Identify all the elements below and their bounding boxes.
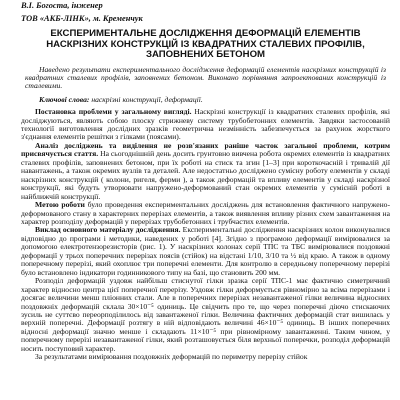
abstract: Наведено результати експериментального дослідження деформацій елементів наскрізних конструкцій із квадратних сталевих профілів, заповнених бетоном. Виконано порівняння запроектованих конструкцій із сталевими. <box>25 64 386 91</box>
body-paragraph-distribution <box>21 277 390 353</box>
body-paragraph-problem <box>21 108 390 142</box>
keywords-label: Ключові слова: <box>39 94 90 104</box>
paper-title: ЕКСПЕРИМЕНТАЛЬНЕ ДОСЛІДЖЕННЯ ДЕФОРМАЦІЙ ЕЛЕМЕНТІВ НАСКРІЗНИХ КОНСТРУКЦІЙ ІЗ КВАДРАТНИХ СТАЛЕВИХ ПРОФІЛІВ, ЗАПОВНЕНИХ БЕТОНОМ <box>46 28 365 60</box>
body-paragraph-analysis <box>21 142 390 201</box>
body-paragraph-results <box>21 353 390 361</box>
paragraph-heading: Постановка проблеми у загальному вигляді. <box>35 107 192 117</box>
body-paragraph-goal <box>21 201 390 226</box>
keywords-line <box>39 96 390 104</box>
paragraph-text: За результатами вимірювання поздовжніх деформацій по периметру перерізу стійок <box>35 352 308 362</box>
affiliation-line: ТОВ «АКБ-ЛІНК», м. Кременчук <box>21 14 143 23</box>
paragraph-text: Розподіл деформацій уздовж найбільш стиснутої гілки зразка серії ТПС-1 має фактично симетричний характер відносно центра цієї поперечної перерізу. Уздовж гілки деформується рівномірно за всіма перерізами і досягає величини менш пліонних стали. Але в поперечних перерізах незавантаженої гілки величина відносних поздовжніх деформацій склала 30×10⁻⁵ одиниць. Це свідчить про те, що через поперечні діючо стискаючих зусиль не суттєво переорподілилось від завантаженої гілки. Величина фактичних деформацій стат вишилась у верхній поперечні. Деформації розтягу в ній відповідають величині 46×10⁻⁵ одиниць. В інших поперечних відносні деформації значно менше і складають 11×10⁻⁵ при рівномірному завантаженні. Таким чином, у поперечному перерізі незавантаженої гілки, який розташовується біля верхньої поперечки, розподіл деформацій носить поступовий характер. <box>21 276 390 353</box>
paragraph-heading: Аналіз досліджень та виділення не розв'язаних раніше часток загальної проблеми, котрим присвячується стаття. <box>21 140 390 159</box>
paragraph-heading: Метою роботи <box>35 200 85 210</box>
keywords-text: наскрізні конструкції, деформації. <box>91 94 203 104</box>
body-paragraph-main <box>21 226 390 277</box>
paragraph-text: На сьогоднішній день досить грунтовно вивчена робота окремих елементів із квадратних сталевих профілів, заповнених бетоном, при їх роботі на стиск та згин [1–3] при короткочасній і тривалій дії навантажень, а також окремих вузлів та деталей. Але недостатньо досліджено сумісну роботу елементів у складі наскрізних конструкцій ( колони, ригеля, ферми ), а також деформацій та впливу елементів у складі наскрізної конструкції, які будуть утворювати напружено-деформований стан окремих елементів у сумісній роботі в найближчій конструкції. <box>21 149 390 201</box>
paragraph-text: Наскрізні конструкції із квадратних сталевих профілів, які досліджуються, являють собою плоску стрижневу систему трубобетонних елементів. Завдяки застосованій технології виготовлення дослідних зразків геометрична незмінність забезпечується за рахунок жорсткого з'єднання елементів решітки з гілками (поясами). <box>21 107 390 142</box>
paragraph-text: Експериментальні дослідження наскрізних колон виконувалися відповідно до програми і методики, наведених у роботі [4]. Згідно з програмою деформації вимірювалися за допомогою електротензорезисторів (рис. 1). У наскрізних колонах серії ТПС та ТБС вимірювалися поздовжні деформації у трьох поперечних перерізах поясів (стійок) на відстані 1/10, 3/10 та ½ від краю. А також в одному поперечному перерізі, який охоплює три поперечні елементи. Для контролю в середньому поперечному перерізі було встановлено індикатори годинникового типу на базі, що становить 200 мм. <box>21 225 390 277</box>
paragraph-heading: Виклад основного матеріалу дослідження. <box>35 225 181 235</box>
author-line: В.І. Богоста, інженер <box>21 1 103 10</box>
paragraph-text: було проведення експериментальних досліджень для встановлення фактичного напружено-деформованого стану в характерних перерізах елементів, а також виявлення впливу різних схем завантаження на характер розподілу деформацій у перерізах трубобетонних і трубчастих елементів. <box>21 200 390 227</box>
paper-page <box>21 0 390 400</box>
